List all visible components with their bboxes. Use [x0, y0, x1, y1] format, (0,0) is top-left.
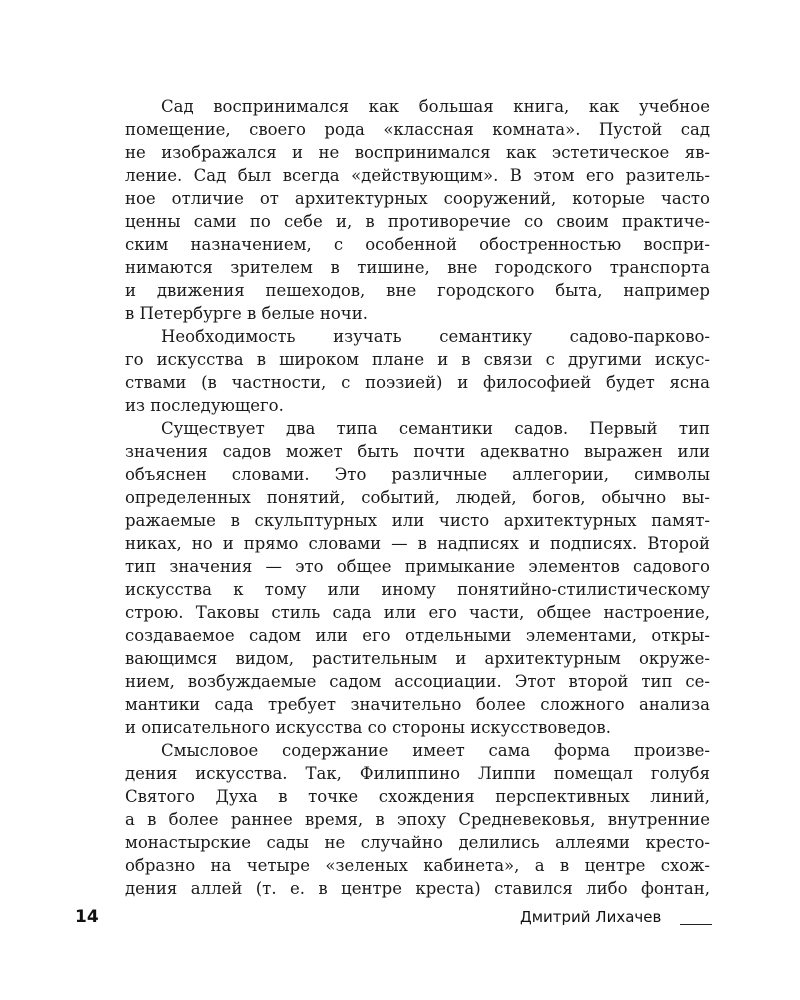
text-line: Существует два типа семантики садов. Первый тип: [161, 419, 710, 438]
running-head-rule: [680, 924, 712, 925]
text-line: создаваемое садом или его отдельными элементами, откры-: [125, 626, 710, 645]
text-line: ствами (в частности, с поэзией) и философией будет ясна: [125, 373, 710, 392]
text-line: нием, возбуждаемые садом ассоциации. Этот второй тип се-: [125, 672, 710, 691]
text-line: вающимся видом, растительным и архитектурным окруже-: [125, 649, 710, 668]
text-line: ражаемые в скульптурных или чисто архитектурных памят-: [125, 511, 710, 530]
text-line: объяснен словами. Это различные аллегории, символы: [125, 465, 710, 484]
text-line: ление. Сад был всегда «действующим». В этом его разитель-: [125, 166, 710, 185]
text-line: Необходимость изучать семантику садово-парково-: [161, 327, 710, 346]
text-line: ским назначением, с особенной обостренностью воспри-: [125, 235, 710, 254]
text-line: а в более раннее время, в эпоху Средневековья, внутренние: [125, 810, 710, 829]
running-head-author: Дмитрий Лихачев: [520, 908, 662, 926]
text-line: и движения пешеходов, вне городского быта, например: [125, 281, 710, 300]
text-line: го искусства в широком плане и в связи с другими искус-: [125, 350, 710, 369]
text-line: строю. Таковы стиль сада или его части, общее настроение,: [125, 603, 710, 622]
text-line: монастырские сады не случайно делились аллеями кресто-: [125, 833, 710, 852]
page-number: 14: [75, 907, 99, 927]
text-line: не изображался и не воспринимался как эстетическое яв-: [125, 143, 710, 162]
text-line: образно на четыре «зеленых кабинета», а в центре схож-: [125, 856, 710, 875]
page-footer: [0, 905, 800, 935]
text-line: ценны сами по себе и, в противоречие со своим практиче-: [125, 212, 710, 231]
text-line: помещение, своего рода «классная комната». Пустой сад: [125, 120, 710, 139]
text-line: нимаются зрителем в тишине, вне городского транспорта: [125, 258, 710, 277]
text-line: искусства к тому или иному понятийно-стилистическому: [125, 580, 710, 599]
text-line: Сад воспринимался как большая книга, как учебное: [161, 97, 710, 116]
text-line: Смысловое содержание имеет сама форма произве-: [161, 741, 710, 760]
text-line: мантики сада требует значительно более сложного анализа: [125, 695, 710, 714]
text-line: значения садов может быть почти адекватно выражен или: [125, 442, 710, 461]
text-line: ное отличие от архитектурных сооружений, которые часто: [125, 189, 710, 208]
text-line: никах, но и прямо словами — в надписях и подписях. Второй: [125, 534, 710, 553]
body-text: [125, 95, 710, 900]
text-line: и описательного искусства со стороны искусствоведов.: [125, 718, 611, 737]
text-line: в Петербурге в белые ночи.: [125, 304, 368, 323]
text-line: дения аллей (т. е. в центре креста) ставился либо фонтан,: [125, 879, 710, 898]
text-line: определенных понятий, событий, людей, богов, обычно вы-: [125, 488, 710, 507]
text-line: тип значения — это общее примыкание элементов садового: [125, 557, 710, 576]
text-line: дения искусства. Так, Филиппино Липпи помещал голубя: [125, 764, 710, 783]
text-line: Святого Духа в точке схождения перспективных линий,: [125, 787, 710, 806]
text-line: из последующего.: [125, 396, 284, 415]
